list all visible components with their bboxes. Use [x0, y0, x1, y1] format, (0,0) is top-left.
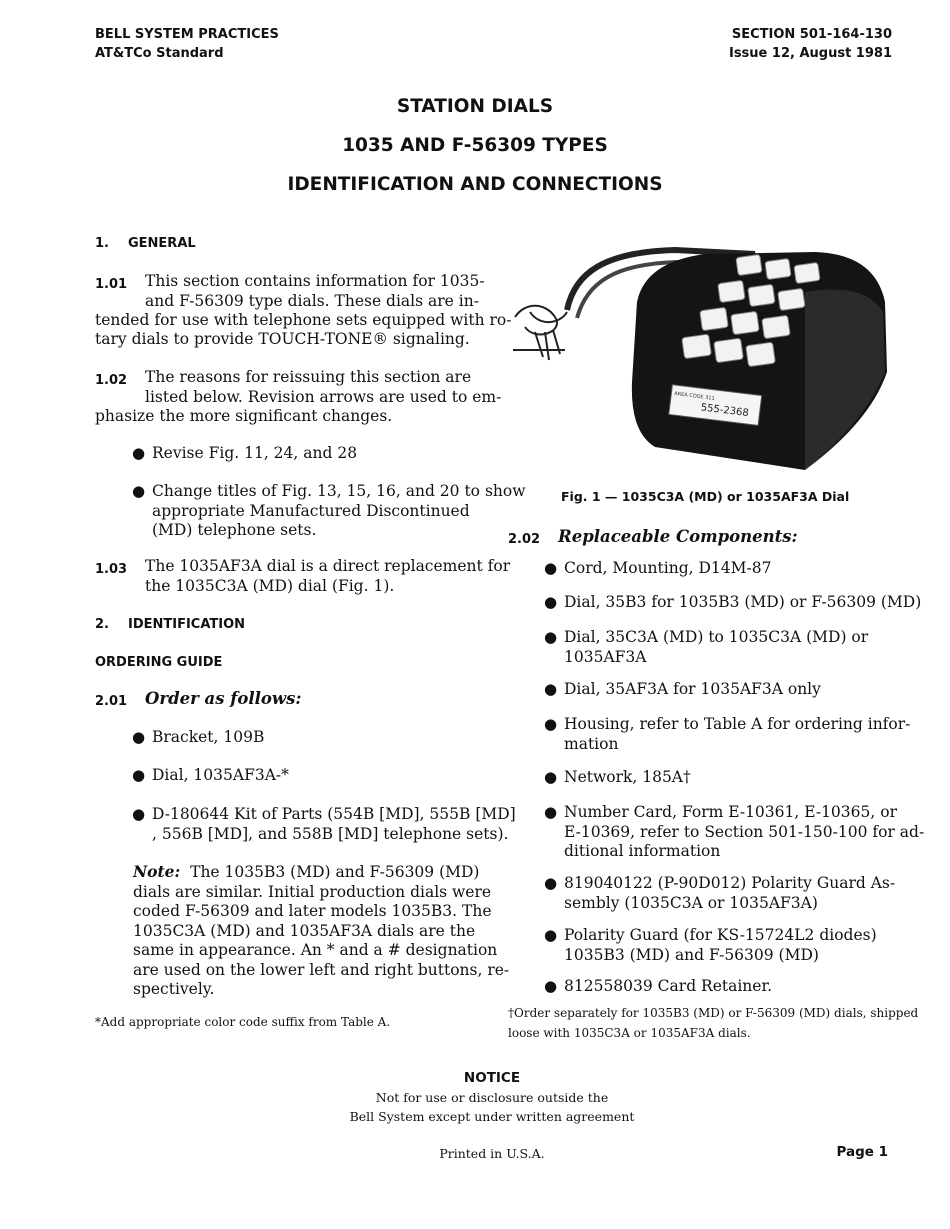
note-label: Note:: [133, 862, 181, 881]
para-1-01-line: and F-56309 type dials. These dials are in-: [145, 292, 479, 310]
title-line-3: IDENTIFICATION AND CONNECTIONS: [287, 174, 663, 195]
footnote-left: *Add appropriate color code suffix from Table A.: [95, 1015, 391, 1029]
bullet-icon: ●: [132, 444, 146, 462]
list-item: ● Number Card, Form E-10361, E-10365, or E-10369, refer to Section 501-150-100 for ad- ditional information: [544, 803, 925, 860]
bullet-icon: ●: [544, 977, 558, 995]
bullet-icon: ●: [544, 768, 558, 786]
section-2-number: 2.: [95, 617, 109, 632]
notice-title: NOTICE: [463, 1070, 521, 1086]
list-item: ● Network, 185A†: [544, 768, 691, 786]
section-1-title: GENERAL: [128, 236, 196, 251]
wire-connector: [513, 306, 567, 360]
bullet-icon: ●: [132, 805, 146, 823]
title-line-2: 1035 AND F-56309 TYPES: [342, 135, 608, 156]
list-item: ● D-180644 Kit of Parts (554B [MD], 555B [MD] , 556B [MD], and 558B [MD] telephone sets).: [132, 805, 516, 843]
bullet-icon: ●: [544, 628, 558, 646]
para-1-01-number: 1.01: [95, 277, 128, 292]
bullet-icon: ●: [544, 680, 558, 698]
ordering-guide-heading: ORDERING GUIDE: [95, 655, 223, 670]
card-number: 555-2368: [700, 402, 750, 420]
bullet-icon: ●: [544, 715, 558, 733]
section-1-number: 1.: [95, 236, 109, 251]
figure-caption: Fig. 1 — 1035C3A (MD) or 1035AF3A Dial: [561, 489, 850, 504]
header-standard: AT&TCo Standard: [95, 46, 224, 61]
header-publication: BELL SYSTEM PRACTICES: [95, 27, 279, 42]
page-number: Page 1: [836, 1144, 888, 1160]
para-2-01-number: 2.01: [95, 694, 128, 709]
printed-in: Printed in U.S.A.: [439, 1146, 545, 1161]
housing-side: [805, 290, 885, 471]
para-1-02-line: The reasons for reissuing this section are: [145, 368, 472, 386]
bullet-icon: ●: [132, 728, 146, 746]
bullet-icon: ●: [544, 559, 558, 577]
header-section: SECTION 501-164-130: [731, 27, 892, 42]
header-issue: Issue 12, August 1981: [728, 46, 892, 61]
bullet-icon: ●: [544, 874, 558, 892]
bullet-icon: ●: [544, 593, 558, 611]
title-line-1: STATION DIALS: [396, 96, 554, 117]
notice-body: Not for use or disclosure outside the Bell System except under written agreement: [349, 1090, 635, 1124]
footnote-right: †Order separately for 1035B3 (MD) or F-56309 (MD) dials, shipped loose with 1035C3A or 1035AF3A dials.: [508, 1006, 919, 1040]
para-1-01-line: tended for use with telephone sets equipped with ro-: [95, 311, 512, 329]
list-item: ● Housing, refer to Table A for ordering infor- mation: [544, 715, 911, 753]
section-2-title: IDENTIFICATION: [128, 617, 246, 632]
list-item: ● 819040122 (P-90D012) Polarity Guard As- sembly (1035C3A or 1035AF3A): [544, 874, 896, 912]
list-item: ● Bracket, 109B: [132, 728, 265, 746]
para-1-02-line: phasize the more significant changes.: [95, 407, 393, 425]
dial-photo: [505, 232, 895, 477]
para-2-01-title: Order as follows:: [145, 689, 302, 708]
para-1-01-line: This section contains information for 1035-: [145, 272, 485, 290]
card-area-code: AREA CODE 311: [673, 390, 715, 402]
bullet-icon: ●: [544, 803, 558, 821]
para-2-02-title: Replaceable Components:: [558, 527, 798, 546]
list-item: ● Change titles of Fig. 13, 15, 16, and 20 to show appropriate Manufactured Discontinued (MD) telephone sets.: [132, 482, 526, 539]
list-item: ● Dial, 1035AF3A-*: [132, 766, 289, 784]
para-1-03-number: 1.03: [95, 562, 128, 577]
list-item: ● Dial, 35B3 for 1035B3 (MD) or F-56309 (MD): [544, 593, 922, 611]
list-item: ● Dial, 35AF3A for 1035AF3A only: [544, 680, 821, 698]
bullet-icon: ●: [544, 926, 558, 944]
list-item: ● Polarity Guard (for KS-15724L2 diodes) 1035B3 (MD) and F-56309 (MD): [544, 926, 877, 964]
para-1-03-line: the 1035C3A (MD) dial (Fig. 1).: [145, 577, 395, 595]
para-2-02-number: 2.02: [508, 532, 541, 547]
header-left: [95, 25, 279, 63]
list-item: ● Dial, 35C3A (MD) to 1035C3A (MD) or 1035AF3A: [544, 628, 869, 666]
list-item: ● Revise Fig. 11, 24, and 28: [132, 444, 358, 462]
para-1-02-number: 1.02: [95, 373, 128, 388]
para-1-03-line: The 1035AF3A dial is a direct replacement for: [145, 557, 511, 575]
para-1-01-line: tary dials to provide TOUCH-TONE® signaling.: [95, 330, 470, 348]
bullet-icon: ●: [132, 482, 146, 500]
note-block: Note: The 1035B3 (MD) and F-56309 (MD) dials are similar. Initial production dials were coded F-56309 and later models 1035B3. The 1035C3A (MD) and 1035AF3A dials are the same in appearance. An * and a # designation are used on the lower left and right buttons, re- spectively.: [133, 862, 510, 998]
list-item: ● 812558039 Card Retainer.: [544, 977, 773, 995]
bullet-icon: ●: [132, 766, 146, 784]
para-1-02-line: listed below. Revision arrows are used to em-: [145, 388, 502, 406]
list-item: ● Cord, Mounting, D14M-87: [544, 559, 772, 577]
header-right: [729, 25, 892, 63]
